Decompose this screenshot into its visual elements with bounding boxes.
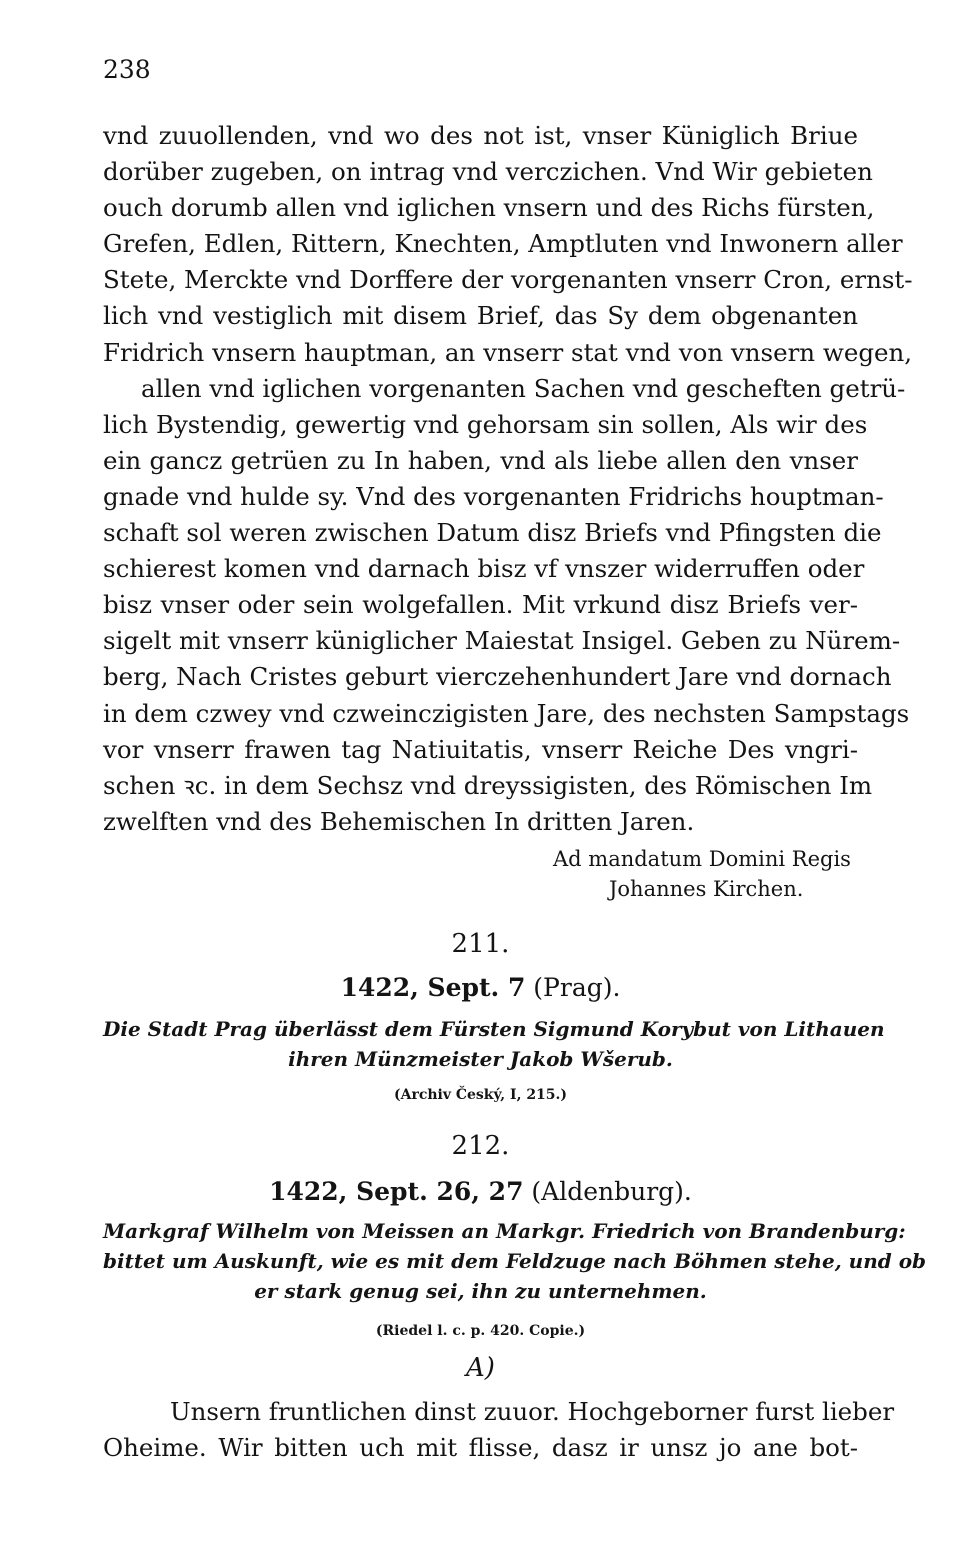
text-line: allen vnd iglichen vorgenanten Sachen vnd gescheften getrü- bbox=[141, 373, 906, 403]
summary-line: er stark genug sei, ihn zu unternehmen. bbox=[254, 1278, 707, 1303]
text-line: lich Bystendig, gewertig vnd gehorsam sin sollen, Als wir des bbox=[103, 409, 868, 439]
summary-line: Die Stadt Prag überlässt dem Fürsten Sigmund Korybut von Lithauen bbox=[103, 1016, 885, 1041]
text-line: berg, Nach Cristes geburt vierczehenhundert Jare vnd dornach bbox=[103, 662, 892, 692]
text-line: Fridrich vnsern hauptman, an vnserr stat vnd von vnsern wegen, bbox=[103, 337, 913, 367]
text-line: schierest komen vnd darnach bisz vf vnszer widerruffen oder bbox=[103, 554, 865, 584]
date-bold: 1422, Sept. 7 bbox=[340, 972, 526, 1002]
text-line: dorüber zugeben, on intrag vnd verczichen. Vnd Wir gebieten bbox=[103, 157, 873, 187]
summary-line: ihren Münzmeister Jakob Wšerub. bbox=[288, 1046, 673, 1071]
text-line: vnd zuuollenden, vnd wo des not ist, vnser Küniglich Briue bbox=[103, 121, 858, 150]
text-line: Oheime. Wir bitten uch mit flisse, dasz ir unsz jo ane bot- bbox=[103, 1432, 858, 1462]
text-line: lich vnd vestiglich mit disem Brief, das Sy dem obgenanten bbox=[103, 301, 858, 331]
text-line: bisz vnser oder sein wolgefallen. Mit vrkund disz Briefs ver- bbox=[103, 590, 858, 620]
summary-line: Markgraf Wilhelm von Meissen an Markgr. Friedrich von Brandenburg: bbox=[103, 1218, 906, 1243]
date-place: (Prag). bbox=[533, 972, 621, 1002]
page-number: 238 bbox=[103, 55, 151, 84]
document-number-212: 212. bbox=[451, 1130, 510, 1161]
summary-211 bbox=[103, 1014, 885, 1074]
closing-formula bbox=[103, 844, 858, 904]
charter-text bbox=[103, 118, 913, 840]
letter-text bbox=[103, 1394, 895, 1466]
document-number-211: 211. bbox=[451, 928, 510, 959]
text-line: vor vnserr frawen tag Natiuitatis, vnserr Reiche Des vngri- bbox=[103, 734, 858, 764]
source-citation-211: (Archiv Český, I, 215.) bbox=[393, 1086, 568, 1103]
summary-line: bittet um Auskunft, wie es mit dem Feldzuge nach Böhmen stehe, und ob bbox=[103, 1248, 927, 1273]
text-line: zwelften vnd des Behemischen In dritten Jaren. bbox=[103, 806, 695, 836]
date-place: (Aldenburg). bbox=[531, 1176, 692, 1206]
document-date-212 bbox=[103, 1174, 858, 1210]
document-date-211 bbox=[103, 970, 858, 1006]
text-line: gnade vnd hulde sy. Vnd des vorgenanten Fridrichs houptman- bbox=[103, 481, 884, 511]
text-line: schen ꝛc. in dem Sechsz vnd dreyssigisten, des Römischen Im bbox=[103, 770, 873, 800]
text-line: ouch dorumb allen vnd iglichen vnsern und des Richs fürsten, bbox=[103, 193, 875, 223]
text-line: Grefen, Edlen, Rittern, Knechten, Amptluten vnd Inwonern aller bbox=[103, 229, 903, 259]
summary-212 bbox=[103, 1216, 927, 1306]
text-line: sigelt mit vnserr küniglicher Maiestat Insigel. Geben zu Nürem- bbox=[103, 626, 901, 656]
date-bold: 1422, Sept. 26, 27 bbox=[269, 1176, 524, 1206]
source-citation-212: (Riedel l. c. p. 420. Copie.) bbox=[375, 1322, 586, 1339]
text-line: in dem czwey vnd czweinczigisten Jare, des nechsten Sampstags bbox=[103, 698, 910, 728]
closing-signatory: Johannes Kirchen. bbox=[609, 876, 804, 901]
section-subhead: A) bbox=[466, 1352, 495, 1383]
closing-mandate: Ad mandatum Domini Regis bbox=[553, 846, 851, 871]
text-line: Stete, Merckte vnd Dorffere der vorgenanten vnserr Cron, ernst- bbox=[103, 265, 913, 295]
text-line: Unsern fruntlichen dinst zuuor. Hochgeborner furst lieber bbox=[170, 1396, 895, 1426]
text-line: schaft sol weren zwischen Datum disz Briefs vnd Pfingsten die bbox=[103, 518, 882, 548]
text-line: ein gancz getrüen zu In haben, vnd als liebe allen den vnser bbox=[103, 445, 858, 475]
